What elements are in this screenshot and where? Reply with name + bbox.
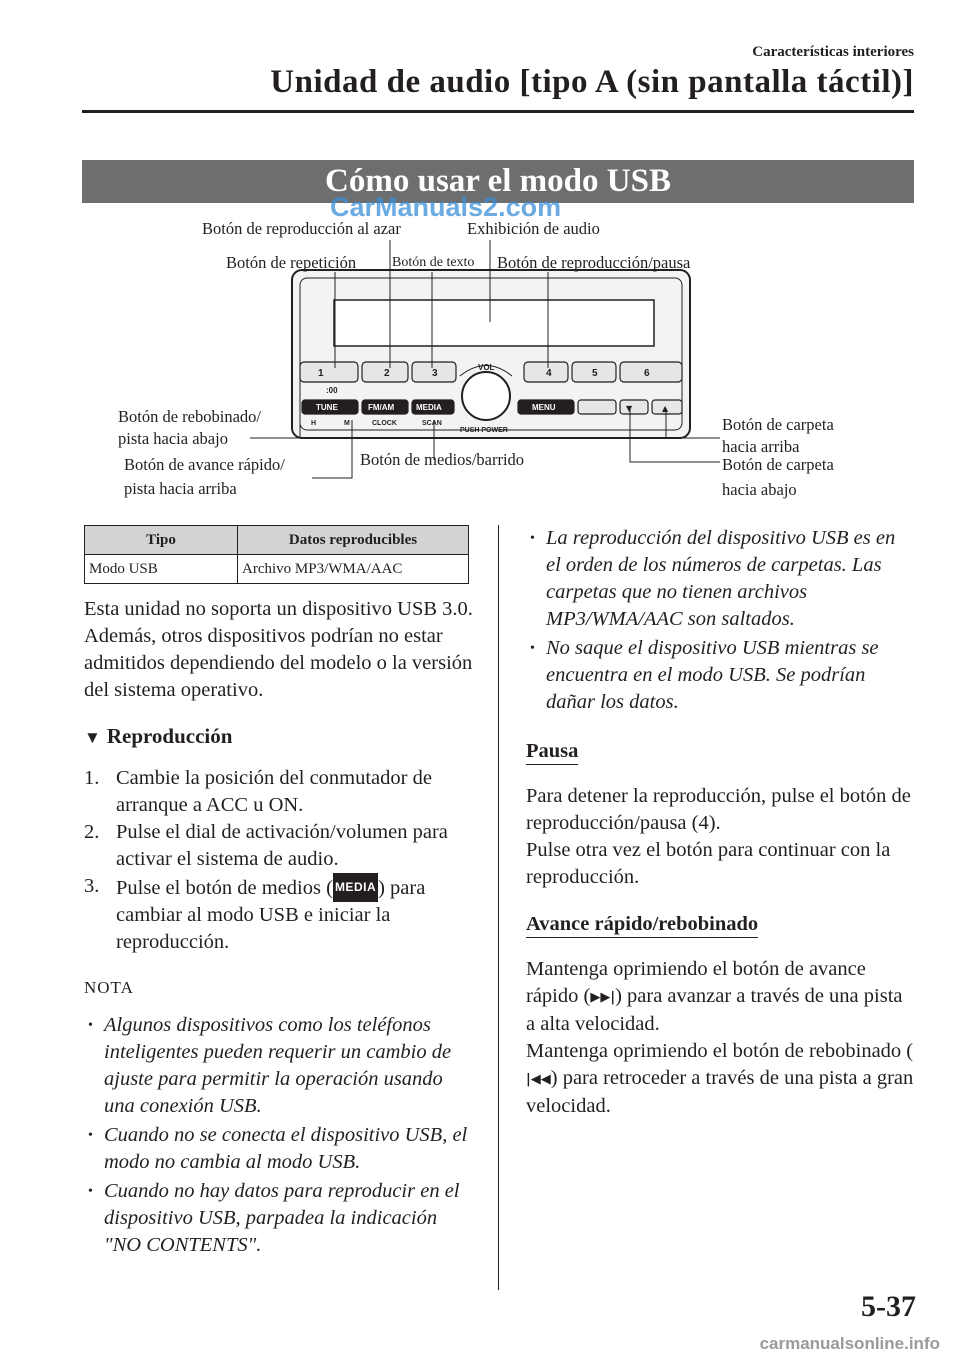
volume-knob	[462, 372, 510, 420]
preset-5-label: 5	[592, 368, 598, 379]
preset-2-label: 2	[384, 368, 390, 379]
table-cell-datos: Archivo MP3/WMA/AAC	[238, 555, 469, 584]
list-item: • Cuando no se conecta el dispositivo USB, el modo no cambia al modo USB.	[88, 1124, 468, 1173]
table-header-tipo: Tipo	[85, 526, 238, 555]
column-divider	[498, 525, 499, 1290]
callout-folder-down-2: hacia abajo	[722, 480, 797, 499]
display-window	[334, 300, 654, 346]
pausa-heading: Pausa	[526, 740, 578, 765]
list-item: 2. Pulse el dial de activación/volumen para activar el sistema de audio.	[84, 821, 448, 870]
callout-ff-2: pista hacia arriba	[124, 479, 237, 498]
list-item: 1. Cambie la posición del conmutador de arranque a ACC u ON.	[84, 767, 432, 816]
header-section: Características interiores	[752, 44, 914, 60]
nota-label: NOTA	[84, 978, 134, 997]
clock-label: CLOCK	[372, 420, 397, 427]
colon00-label: :00	[326, 386, 338, 395]
list-item: 3. Pulse el botón de medios ( MEDIA) para cambiar al modo USB e iniciar la reproducción.	[84, 875, 426, 953]
notes-list-right	[526, 525, 914, 716]
notes-list-left	[84, 1012, 474, 1259]
folder-down-button	[620, 400, 648, 414]
preset-3-label: 3	[432, 368, 438, 379]
steps-list	[84, 765, 474, 956]
right-column	[526, 525, 914, 1120]
media-button-icon: MEDIA	[333, 873, 378, 902]
table-header-row	[85, 526, 469, 555]
media-label: MEDIA	[416, 403, 442, 412]
fast-forward-icon: ▶▶|	[590, 990, 616, 1005]
callout-media: Botón de medios/barrido	[360, 450, 525, 469]
list-item: • La reproducción del dispositivo USB es en el orden de los números de carpetas. Las carpetas que no tienen archivos MP3/WMA/AAC son saltados.	[530, 527, 896, 630]
callout-text: Botón de texto	[392, 255, 475, 270]
preset-4-label: 4	[546, 368, 552, 379]
m-label: M	[344, 420, 350, 427]
callout-playpause: Botón de reproducción/pausa	[497, 253, 691, 272]
left-column	[84, 596, 474, 1261]
pausa-paragraph-1: Para detener la reproducción, pulse el botón de reproducción/pausa (4).	[526, 785, 911, 834]
fmam-label: FM/AM	[368, 403, 395, 412]
page-number: 5-37	[861, 1290, 916, 1323]
rewind-icon: |◀◀	[526, 1072, 551, 1087]
table-row	[85, 555, 469, 584]
list-item: • No saque el dispositivo USB mientras se encuentra en el modo USB. Se podrían dañar los datos.	[530, 637, 879, 713]
callout-random: Botón de reproducción al azar	[202, 219, 401, 238]
tune-label: TUNE	[316, 403, 338, 412]
callout-repeat: Botón de repetición	[226, 253, 357, 272]
playable-data-table	[84, 525, 469, 584]
push-power-label: PUSH POWER	[460, 427, 508, 434]
callout-folder-up-1: Botón de carpeta	[722, 415, 834, 434]
list-item: • Cuando no hay datos para reproducir en el dispositivo USB, parpadea la indicación "NO CONTENTS".	[88, 1180, 460, 1256]
list-item: • Algunos dispositivos como los teléfonos inteligentes pueden requerir un cambio de ajuste para permitir la operación usando una conexión USB.	[88, 1014, 452, 1117]
intro-paragraph: Esta unidad no soporta un dispositivo USB 3.0. Además, otros dispositivos podrían no estar admitidos dependiendo del modelo o la versión del sistema operativo.	[84, 598, 473, 701]
section-banner: Cómo usar el modo USB	[82, 160, 914, 203]
scan-label: SCAN	[422, 420, 442, 427]
header-title: Unidad de audio [tipo A (sin pantalla táctil)]	[270, 64, 914, 100]
folder-up-icon: ▲	[662, 404, 669, 413]
pausa-paragraph-2: Pulse otra vez el botón para continuar con la reproducción.	[526, 839, 891, 888]
vol-label: VOL	[478, 363, 495, 372]
avance-paragraph-2: Mantenga oprimiendo el botón de rebobinado (|◀◀) para retroceder a través de una pista a gran velocidad.	[526, 1040, 914, 1117]
reproduccion-heading: ▼ Reproducción	[84, 724, 233, 748]
preset-1-label: 1	[318, 368, 324, 379]
callout-display: Exhibición de audio	[467, 219, 600, 238]
table-header-datos: Datos reproducibles	[238, 526, 469, 555]
callout-rewind-2: pista hacia abajo	[118, 429, 228, 448]
callout-ff-1: Botón de avance rápido/	[124, 455, 285, 474]
preset-6-label: 6	[644, 368, 650, 379]
callout-folder-down-1: Botón de carpeta	[722, 455, 834, 474]
avance-paragraph-1: Mantenga oprimiendo el botón de avance rápido (▶▶|) para avanzar a través de una pista a alta velocidad.	[526, 958, 903, 1035]
watermark: CarManuals2.com	[330, 192, 562, 222]
table-cell-tipo: Modo USB	[85, 555, 238, 584]
folder-down-icon: ▼	[626, 404, 633, 413]
callout-rewind-1: Botón de rebobinado/	[118, 407, 261, 426]
avance-heading: Avance rápido/rebobinado	[526, 913, 758, 938]
audio-unit-diagram	[0, 0, 960, 520]
triangle-down-icon: ▼	[84, 728, 101, 747]
footer-watermark: carmanualsonline.info	[759, 1334, 940, 1353]
menu-label: MENU	[532, 403, 556, 412]
callout-folder-up-2: hacia arriba	[722, 437, 800, 456]
h-label: H	[311, 420, 317, 427]
